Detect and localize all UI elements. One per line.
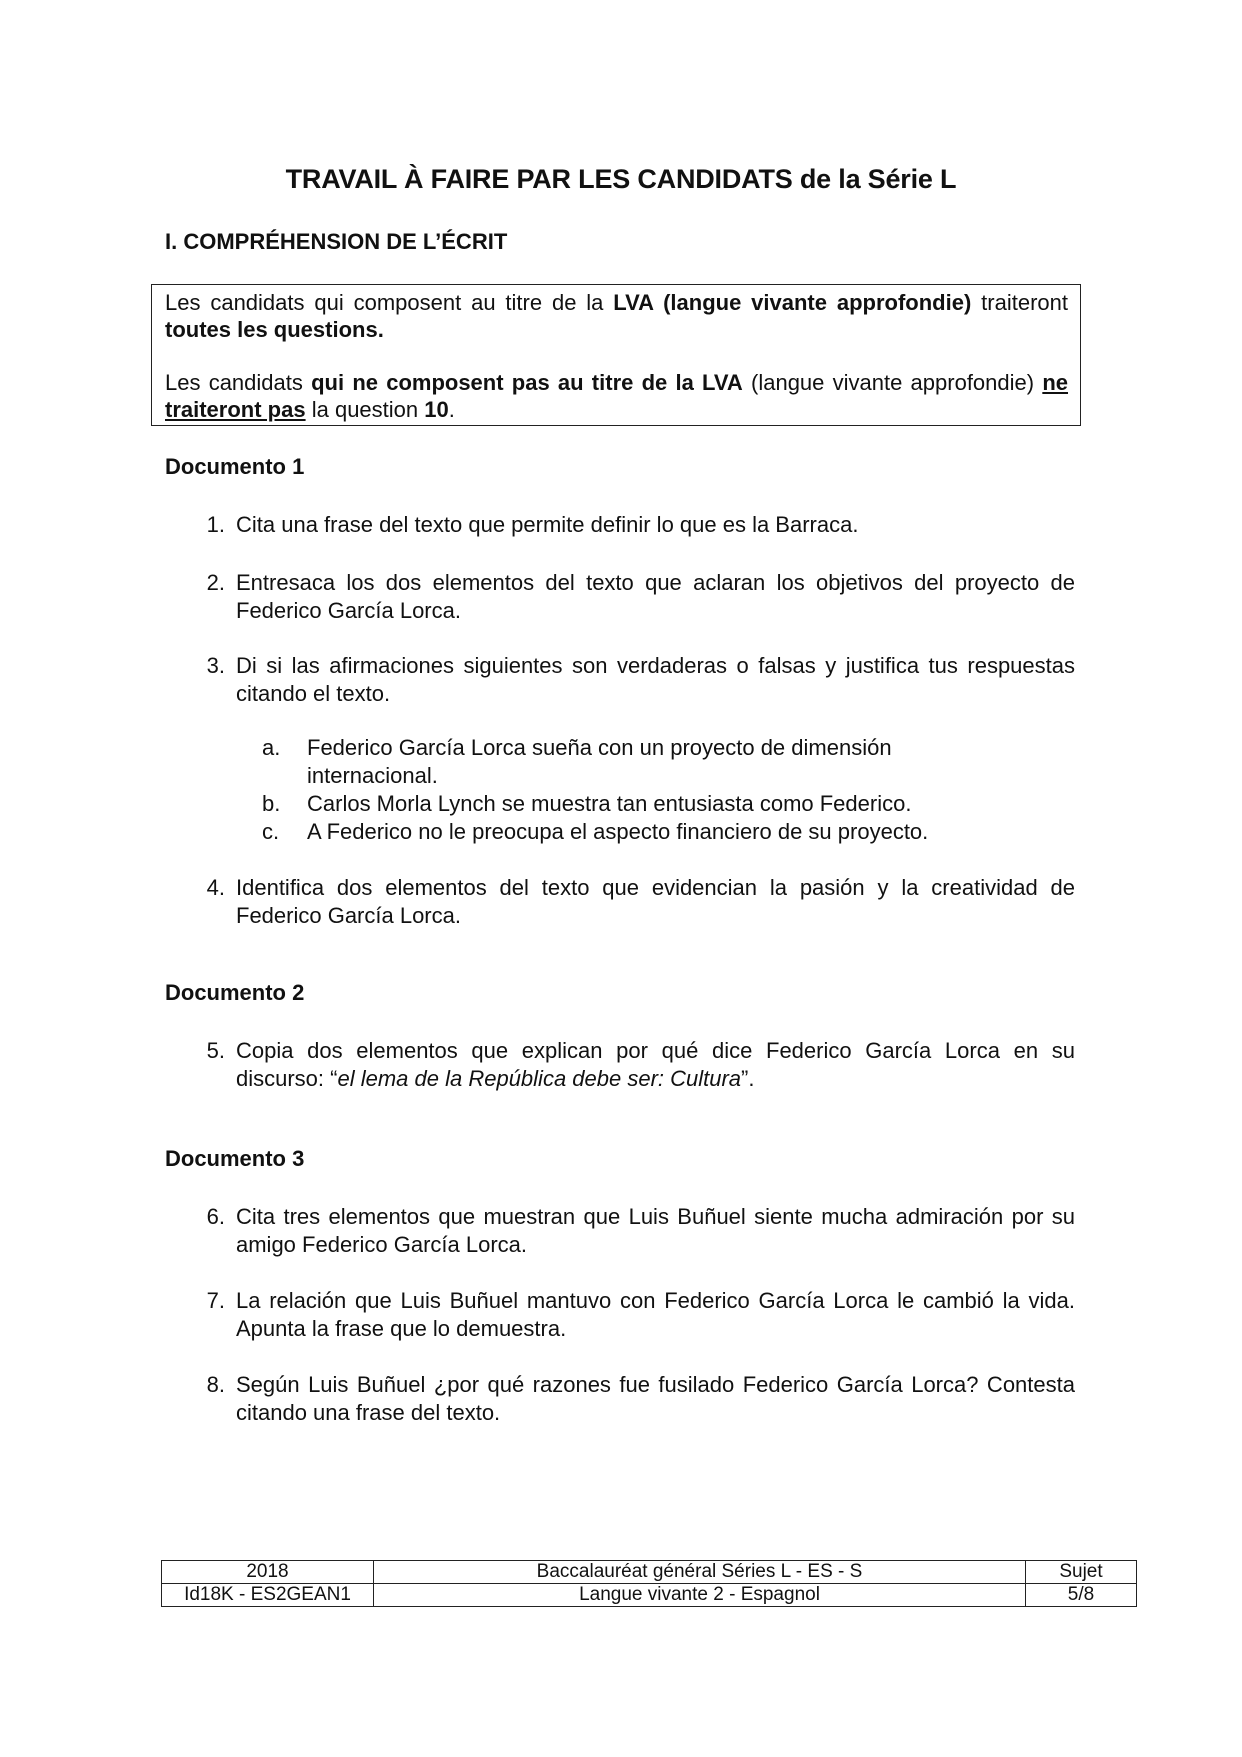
instructions-box — [151, 284, 1081, 426]
document-3-heading: Documento 3 — [165, 1146, 305, 1171]
section-title: I. COMPRÉHENSION DE L’ÉCRIT — [165, 229, 508, 254]
footer-subject: Langue vivante 2 - Espagnol — [374, 1584, 1026, 1607]
footer-row — [162, 1584, 1137, 1607]
footer-code: Id18K - ES2GEAN1 — [162, 1584, 374, 1607]
footer-table — [161, 1560, 1137, 1607]
instructions-paragraph-1: Les candidats qui composent au titre de la LVA (langue vivante approfondie) traiteront toutes les questions. — [165, 290, 1068, 342]
footer-year: 2018 — [162, 1561, 374, 1584]
footer-page-number: 5/8 — [1026, 1584, 1137, 1607]
document-2-heading: Documento 2 — [165, 980, 305, 1005]
instructions-paragraph-2: Les candidats qui ne composent pas au titre de la LVA (langue vivante approfondie) ne traiteront pas la question 10. — [165, 370, 1069, 422]
footer-exam: Baccalauréat général Séries L - ES - S — [374, 1561, 1026, 1584]
footer-row — [162, 1561, 1137, 1584]
document-1-heading: Documento 1 — [165, 454, 305, 479]
page-title: TRAVAIL À FAIRE PAR LES CANDIDATS de la Série L — [285, 164, 957, 194]
footer-sujet: Sujet — [1026, 1561, 1137, 1584]
